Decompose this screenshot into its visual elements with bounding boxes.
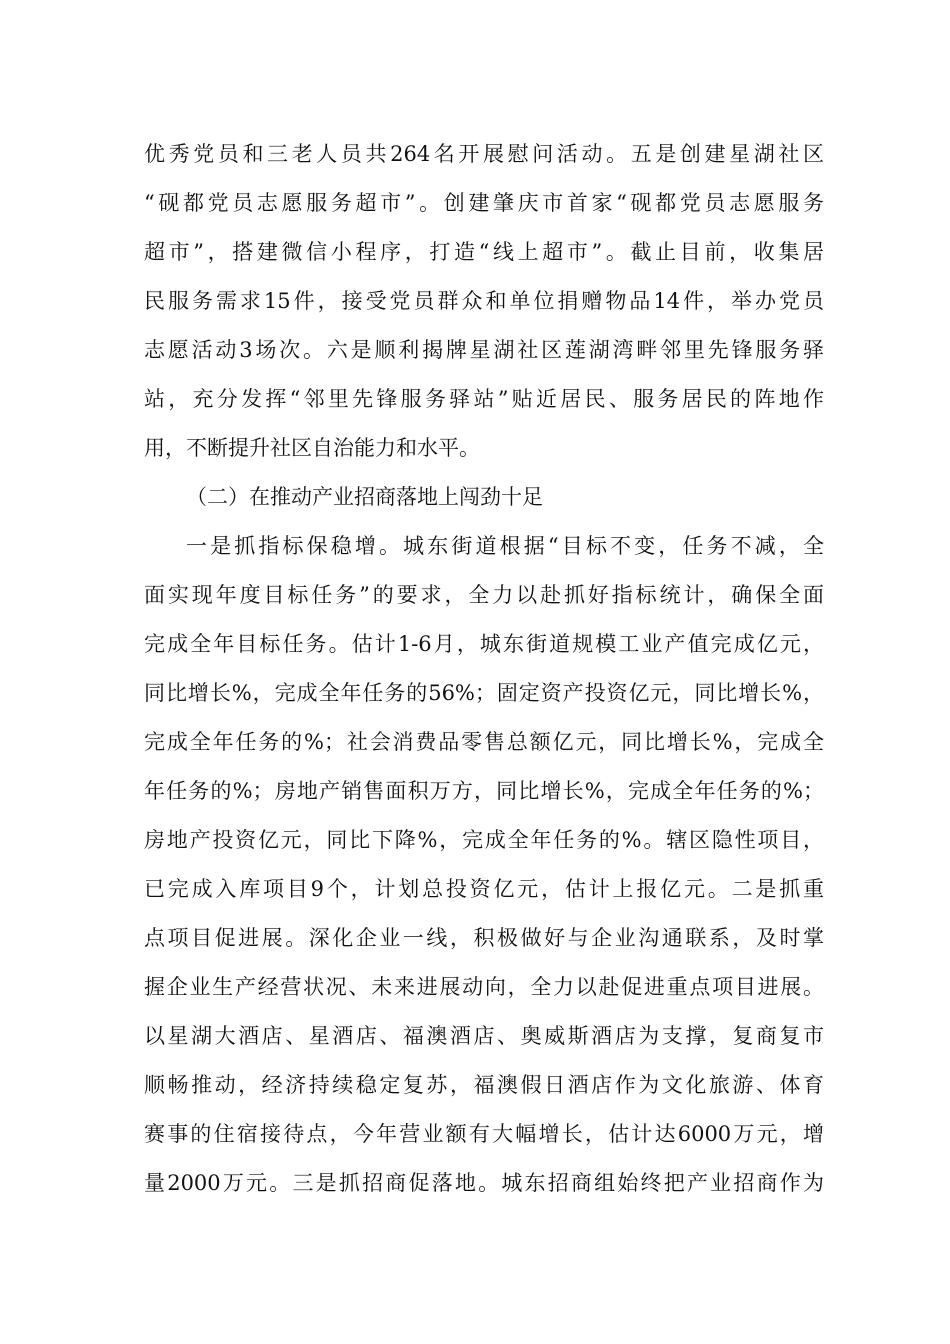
paragraph-line: 用，不断提升社区自治能力和水平。: [144, 436, 480, 460]
paragraph-line: 房地产投资亿元，同比下降%，完成全年任务的%。辖区隐性项目，: [144, 828, 824, 852]
paragraph-line: “砚都党员志愿服务超市”。创建肇庆市首家“砚都党员志愿服务: [144, 191, 824, 215]
paragraph-line: 超市”，搭建微信小程序，打造“线上超市”。截止目前，收集居: [144, 240, 824, 264]
section-heading: （二）在推动产业招商落地上闯劲十足: [186, 485, 543, 509]
paragraph-line: 握企业生产经营状况、未来进展动向，全力以赴促进重点项目进展。: [144, 975, 824, 999]
paragraph-line: 民服务需求15件，接受党员群众和单位捐赠物品14件，举办党员: [144, 289, 824, 313]
document-body: [144, 130, 824, 1208]
paragraph-line: 志愿活动3场次。六是顺利揭牌星湖社区莲湖湾畔邻里先锋服务驿: [144, 338, 824, 362]
paragraph-line: 完成全年任务的%；社会消费品零售总额亿元，同比增长%，完成全: [144, 730, 824, 754]
paragraph-line: 以星湖大酒店、星酒店、福澳酒店、奥威斯酒店为支撑，复商复市: [144, 1024, 824, 1048]
paragraph-line: 完成全年目标任务。估计1-6月，城东街道规模工业产值完成亿元，: [144, 632, 824, 656]
paragraph-line: 同比增长%，完成全年任务的56%；固定资产投资亿元，同比增长%，: [144, 681, 824, 705]
paragraph-line: 优秀党员和三老人员共264名开展慰问活动。五是创建星湖社区: [144, 142, 824, 166]
paragraph-line: 年任务的%；房地产销售面积万方，同比增长%，完成全年任务的%；: [144, 779, 824, 803]
paragraph-line: 赛事的住宿接待点，今年营业额有大幅增长，估计达6000万元，增: [144, 1122, 824, 1146]
paragraph-line: 顺畅推动，经济持续稳定复苏，福澳假日酒店作为文化旅游、体育: [144, 1073, 824, 1097]
paragraph-line: 面实现年度目标任务”的要求，全力以赴抓好指标统计，确保全面: [144, 583, 824, 607]
paragraph-line: 站，充分发挥“邻里先锋服务驿站”贴近居民、服务居民的阵地作: [144, 387, 824, 411]
paragraph-line: 点项目促进展。深化企业一线，积极做好与企业沟通联系，及时掌: [144, 926, 824, 950]
paragraph-line: 量2000万元。三是抓招商促落地。城东招商组始终把产业招商作为: [144, 1171, 824, 1195]
paragraph-line: 已完成入库项目9个，计划总投资亿元，估计上报亿元。二是抓重: [144, 877, 824, 901]
paragraph-line: 一是抓指标保稳增。城东街道根据“目标不变，任务不减，全: [186, 534, 824, 558]
